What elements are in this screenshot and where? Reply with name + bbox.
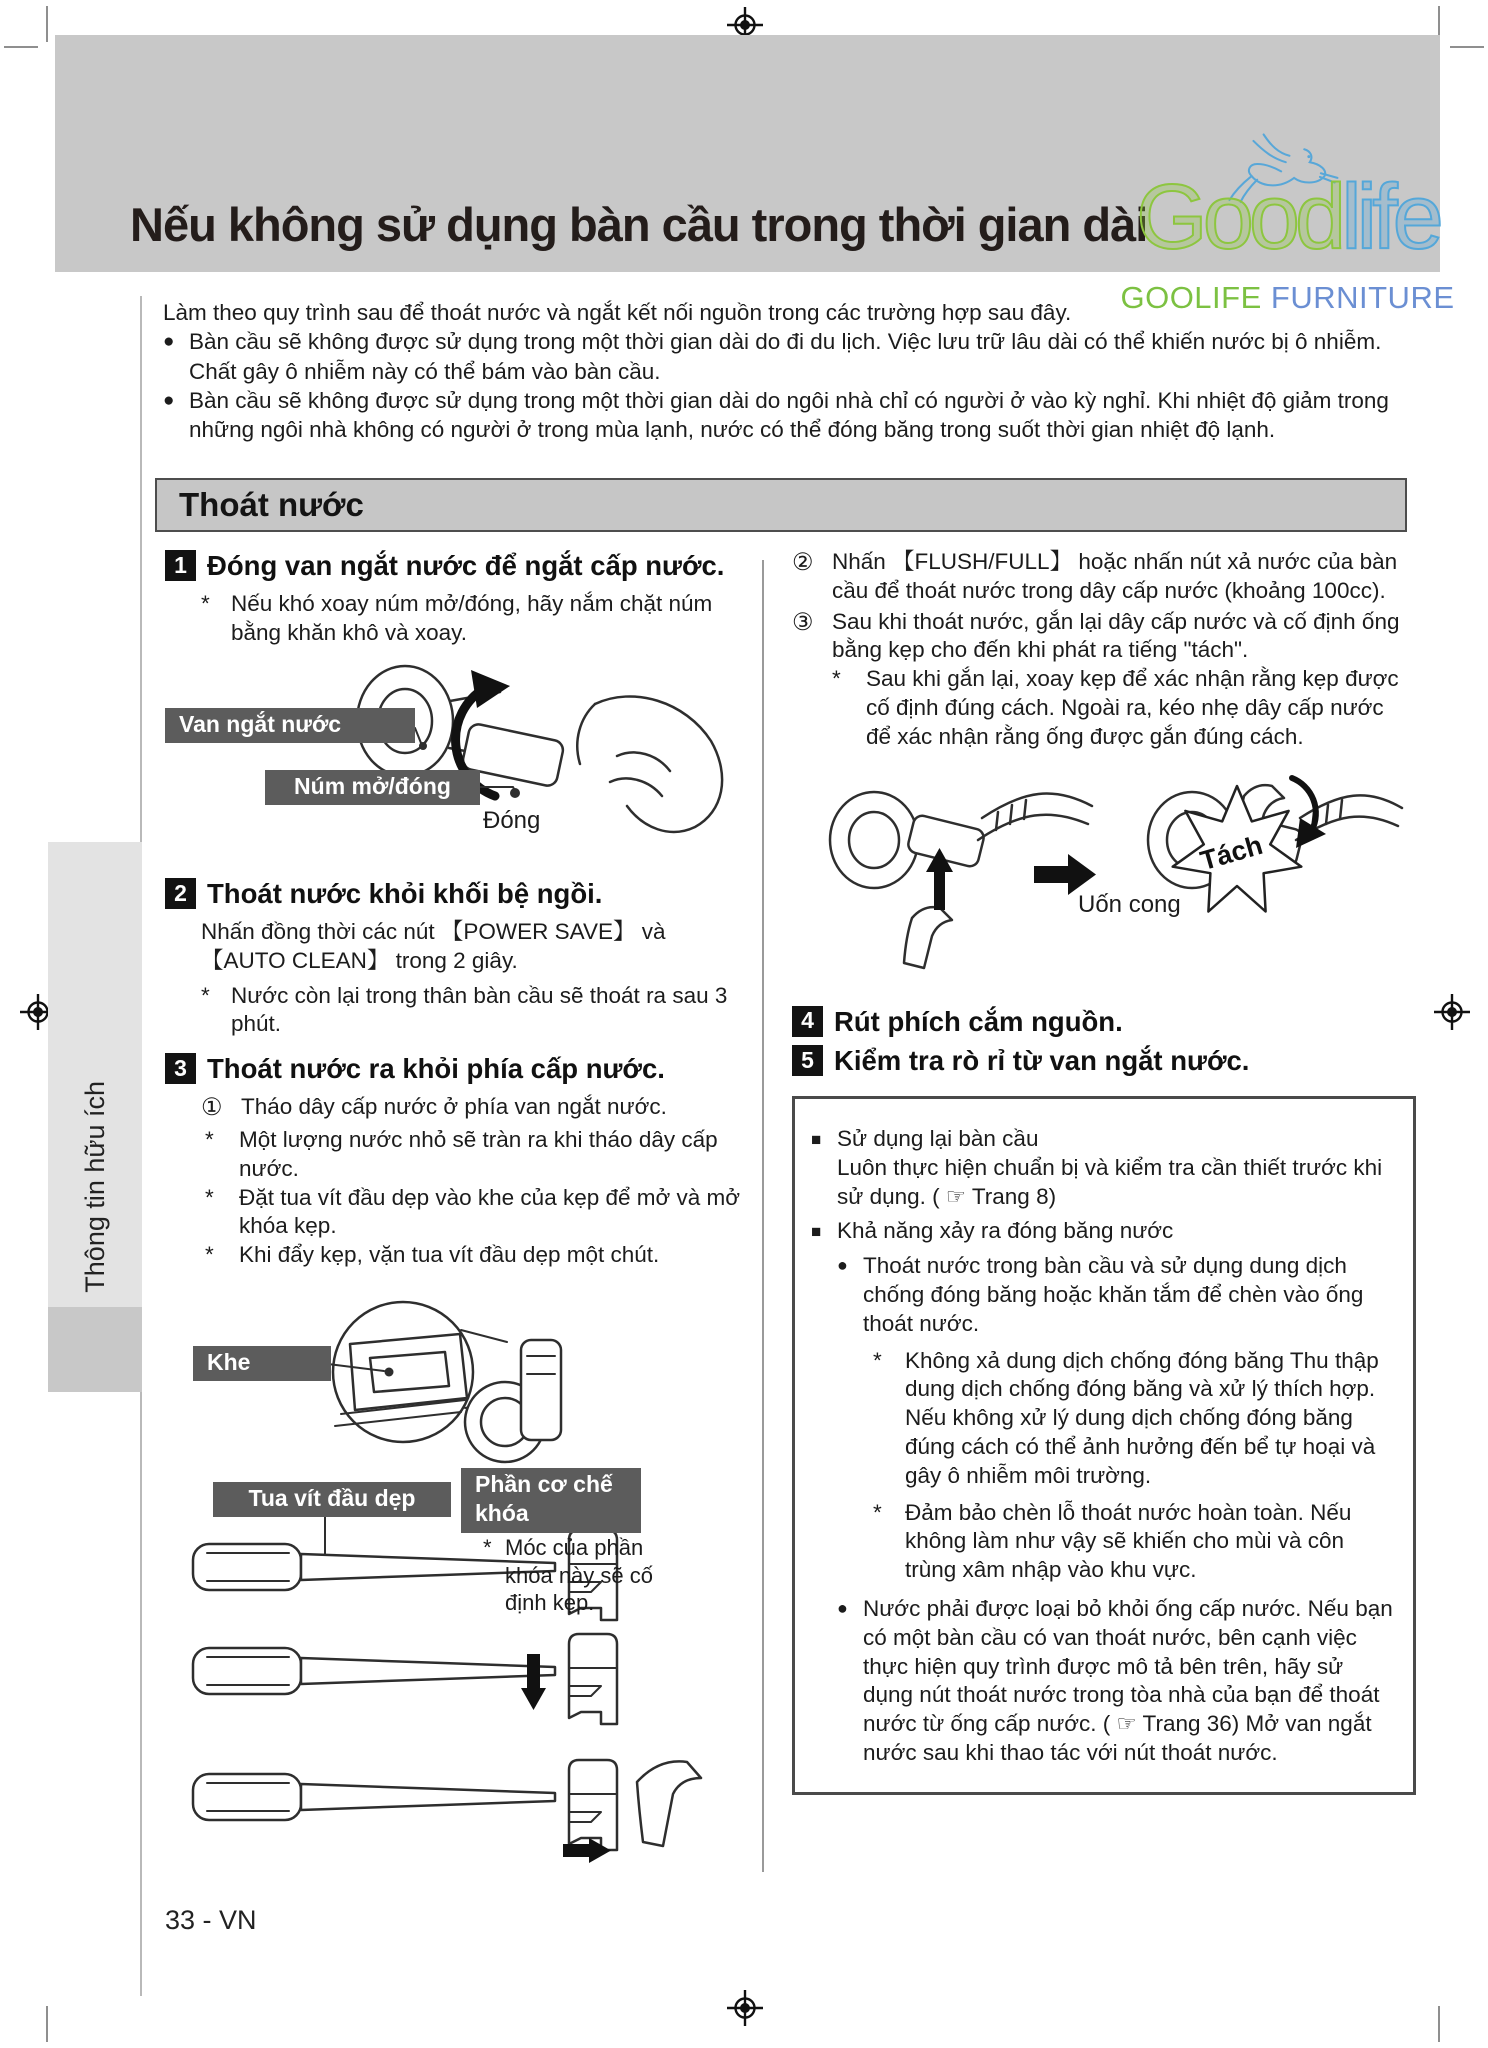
step2-note-text: Nước còn lại trong thân bàn cầu sẽ thoát ra sau 3 phút.: [231, 982, 728, 1037]
infobox-body-1: Luôn thực hiện chuẩn bị và kiểm tra cần thiết trước khi sử dụng. ( ☞ Trang 8): [837, 1154, 1383, 1209]
bend-caption: Uốn cong: [1078, 890, 1181, 918]
logo-tagline-left: GOOLIFE: [1120, 280, 1262, 315]
valve-figure: [165, 656, 750, 866]
step3-item1-text: Tháo dây cấp nước ở phía van ngắt nước.: [241, 1094, 667, 1120]
crop-mark: [46, 6, 48, 42]
logo-word-life: life: [1341, 166, 1439, 268]
infobox-star-2: [873, 1499, 1393, 1585]
step1-note: [201, 590, 750, 648]
step-title: Kiểm tra rò rỉ từ van ngắt nước.: [834, 1044, 1250, 1076]
step-heading-4: [792, 1004, 1410, 1039]
circled-number-marker: ③: [792, 608, 814, 636]
logo-tagline-right: FURNITURE: [1270, 280, 1455, 315]
step-number-badge: 2: [165, 878, 196, 909]
right-item-3-text: Sau khi thoát nước, gắn lại dây cấp nước và cố định ống bằng kẹp cho đến khi phát ra tiếng "tách".: [832, 608, 1400, 663]
asterisk-marker: *: [483, 1535, 492, 1561]
clip-figure-note: [483, 1534, 668, 1617]
registration-mark-art: [1434, 994, 1470, 1030]
asterisk-marker: *: [832, 666, 841, 692]
step-number-badge: 5: [792, 1045, 823, 1076]
intro-bullet-text: Bàn cầu sẽ không được sử dụng trong một thời gian dài do ngôi nhà chỉ có người ở vào kỳ nghỉ. Khi nhiệt độ giảm trong những ngôi nhà không có người ở trong mùa lạnh, nước có thể đóng băng trong suốt thời gian nhiệt độ lạnh.: [189, 387, 1389, 442]
step-number-badge: 1: [165, 550, 196, 581]
square-bullet-marker: ■: [811, 1222, 822, 1242]
step-number-badge: 3: [165, 1053, 196, 1084]
column-divider: [762, 560, 764, 1872]
step-heading-2: [165, 876, 750, 911]
step3-note-text: Một lượng nước nhỏ sẽ tràn ra khi tháo dây cấp nước.: [239, 1127, 718, 1181]
step-heading-5: [792, 1043, 1410, 1078]
left-column: [165, 548, 750, 1882]
click-sound-label: Tách: [1197, 829, 1266, 876]
infobox-heading-1-text: Sử dụng lại bàn cầu: [837, 1125, 1039, 1151]
step1-note-text: Nếu khó xoay núm mở/đóng, hãy nắm chặt núm bằng khăn khô và xoay.: [231, 591, 713, 645]
infobox-heading-2: [811, 1217, 1393, 1246]
knob-label-box: Núm mở/đóng: [265, 770, 480, 805]
infobox-star-1: [873, 1347, 1393, 1491]
step-number-badge: 4: [792, 1006, 823, 1037]
intro-paragraph: [163, 298, 1411, 444]
step-title: Thoát nước ra khỏi phía cấp nước.: [207, 1053, 665, 1085]
asterisk-marker: *: [873, 1499, 882, 1525]
logo-word-good: Good: [1136, 166, 1342, 268]
circled-number-marker: ①: [201, 1094, 223, 1122]
step-heading-3: [165, 1051, 750, 1086]
infobox-star-2-text: Đảm bảo chèn lỗ thoát nước hoàn toàn. Nếu không làm như vậy sẽ khiến cho mùi và côn trùng xâm nhập vào khu vực.: [905, 1499, 1352, 1583]
step3-note-text: Khi đẩy kẹp, vặn tua vít đầu dẹp một chút.: [239, 1242, 660, 1268]
logo-tagline: [1095, 280, 1480, 316]
step2-note: [201, 982, 750, 1040]
asterisk-marker: *: [201, 591, 210, 617]
page-title: Nếu không sử dụng bàn cầu trong thời gian dài: [130, 198, 1148, 251]
infobox-bullet-1: [837, 1252, 1393, 1338]
registration-mark-icon: [1434, 994, 1470, 1030]
section-header: [155, 478, 1407, 532]
intro-bullet-text: Bàn cầu sẽ không được sử dụng trong một thời gian dài do đi du lịch. Việc lưu trữ lâu dài có thể khiến nước bị ô nhiễm. Chất gây ô nhiễm này có thể bám vào bàn cầu.: [189, 329, 1382, 384]
crop-mark: [1450, 46, 1484, 48]
bullet-marker: ●: [163, 331, 175, 353]
clip-figure: [165, 1282, 750, 1882]
bullet-marker: ●: [837, 1597, 848, 1618]
infobox-heading-2-text: Khả năng xảy ra đóng băng nước: [837, 1218, 1174, 1244]
asterisk-marker: *: [205, 1127, 214, 1153]
bullet-marker: ●: [163, 389, 175, 411]
crop-mark: [1438, 2006, 1440, 2042]
sidebar-tab-label: Thông tin hữu ích: [79, 1081, 110, 1293]
sidebar-tab: [48, 842, 142, 1307]
crop-mark: [4, 46, 38, 48]
intro-lead: Làm theo quy trình sau để thoát nước và ngắt kết nối nguồn trong các trường hợp sau đây.: [163, 300, 1072, 325]
step3-note: [205, 1241, 750, 1270]
right-item-2: [792, 548, 1410, 606]
intro-bullet: [163, 327, 1411, 386]
step-title: Rút phích cắm nguồn.: [834, 1005, 1123, 1037]
infobox-bullet-2: [837, 1595, 1393, 1768]
asterisk-marker: *: [873, 1347, 882, 1373]
valve-label-box: Van ngắt nước: [165, 708, 415, 743]
step-title: Thoát nước khỏi khối bệ ngồi.: [207, 877, 603, 909]
asterisk-marker: *: [205, 1242, 214, 1268]
infobox-star-1-text: Không xả dung dịch chống đóng băng Thu thập dung dịch chống đóng băng và xử lý thích hợp. Nếu không xử lý dung dịch chống đóng băng đúng cách có thể ảnh hưởng đến bể tự hoại và gây ô nhiễm môi trường.: [905, 1347, 1379, 1488]
asterisk-marker: *: [205, 1184, 214, 1210]
step-title: Đóng van ngắt nước để ngắt cấp nước.: [207, 550, 725, 581]
bullet-marker: ●: [837, 1255, 848, 1276]
section-header-label: Thoát nước: [179, 486, 364, 523]
step-heading-1: [165, 548, 750, 583]
crop-mark: [46, 2006, 48, 2042]
step3-item1: [201, 1093, 750, 1124]
slot-label-box: Khe: [193, 1346, 331, 1381]
step3-note: [205, 1184, 750, 1242]
right-item-3-note: [832, 665, 1410, 751]
asterisk-marker: *: [201, 982, 210, 1008]
info-box: [792, 1096, 1416, 1795]
infobox-bullet-1-text: Thoát nước trong bàn cầu và sử dụng dung dịch chống đóng băng hoặc khăn tắm để chèn vào ống thoát nước.: [863, 1253, 1364, 1336]
lock-mechanism-label-box: Phần cơ chế khóa: [461, 1468, 641, 1533]
hose-figure: [792, 760, 1410, 998]
right-item-3-note-text: Sau khi gắn lại, xoay kẹp để xác nhận rằng kẹp được cố định đúng cách. Ngoài ra, kéo nhẹ dây cấp nước để xác nhận rằng ống được gắn đúng cách.: [866, 666, 1399, 749]
circled-number-marker: ②: [792, 549, 814, 576]
right-column: [792, 548, 1410, 1795]
right-item-2-text: Nhấn 【FLUSH/FULL】 hoặc nhấn nút xả nước của bàn cầu để thoát nước trong dây cấp nước (khoảng 100cc).: [832, 549, 1398, 603]
logo-wordmark: [1095, 166, 1480, 268]
logo: [1095, 128, 1480, 318]
sidebar-tab-dark-block: [48, 1307, 142, 1392]
right-item-3: [792, 608, 1410, 666]
registration-mark-art: [727, 1990, 763, 2026]
registration-mark-icon: [727, 1990, 763, 2026]
infobox-heading-1: [811, 1125, 1393, 1154]
intro-bullet: [163, 386, 1411, 445]
step2-body: Nhấn đồng thời các nút 【POWER SAVE】 và 【AUTO CLEAN】 trong 2 giây.: [201, 918, 666, 973]
square-bullet-marker: ■: [811, 1129, 822, 1149]
hose-line-art: [792, 760, 1410, 998]
footer-page-number: 33 - VN: [165, 1905, 257, 1935]
infobox-bullet-2-text: Nước phải được loại bỏ khỏi ống cấp nước. Nếu bạn có một bàn cầu có van thoát nước, bên cạnh việc thực hiện quy trình được mô tả bên trên, hãy sử dụng nút thoát nước trong tòa nhà của bạn để thoát nước từ ống cấp nước. ( ☞ Trang 36) Mở van ngắt nước sau khi thao tác với nút thoát nước.: [863, 1595, 1393, 1765]
step3-note: [205, 1126, 750, 1184]
valve-line-art: [165, 656, 750, 866]
screwdriver-label-box: Tua vít đầu dẹp: [213, 1482, 451, 1517]
clip-figure-note-text: Móc của phần khóa này sẽ cố định kẹp.: [505, 1535, 653, 1616]
step3-note-text: Đặt tua vít đầu dẹp vào khe của kẹp để mở và mở khóa kẹp.: [239, 1184, 741, 1239]
close-caption: Đóng: [483, 806, 541, 834]
